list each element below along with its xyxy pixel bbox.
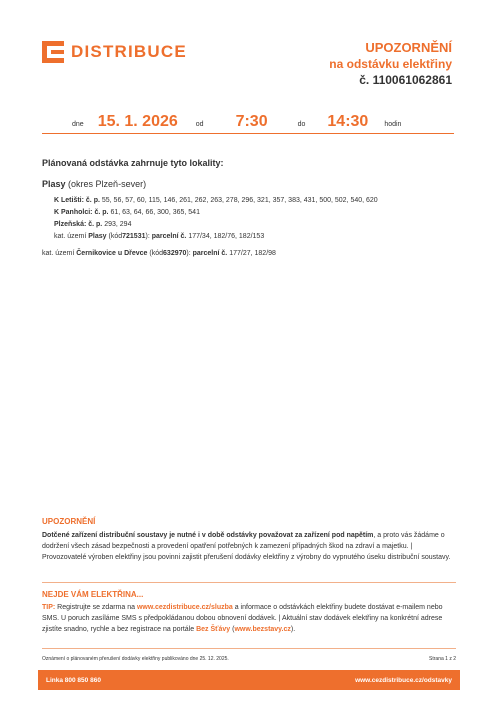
hour-label: hodin [384,121,402,128]
localities-title: Plánovaná odstávka zahrnuje tyto lokality: [42,158,224,168]
street-prefix: č. p. [85,197,100,204]
street-numbers: 55, 56, 57, 60, 115, 146, 261, 262, 263, 278, 296, 321, 357, 383, 431, 500, 502, 540, 620 [101,197,378,204]
warning-body-text: , a proto vás žádáme o dodržení všech zásad bezpečnosti a provedení opatření potřebných k zamezení případných škod na zdraví a majetku. | Provozovatelé výroben elektřiny jsou povinni zajistit přerušení dodávky elektřiny z výrobny do vypnutého úseku distribuční soustavy. [42,532,451,561]
parcel-numbers: 177/27, 182/98 [229,250,276,257]
street-name: K Letišti: [54,197,84,204]
publication-note: Oznámení o plánovaném přerušení dodávky elektřiny publikováno dne 25. 12. 2025. [42,656,229,662]
street-row [54,219,454,231]
cadastral-code: 632970 [163,250,187,257]
tip-text-part: Registrujte se zdarma na [55,604,137,611]
cadastral-prefix: kat. území [54,233,87,240]
warning-text [42,530,456,563]
street-name: K Panholci: [54,209,93,216]
hotline-number[interactable]: Linka 800 850 860 [46,676,101,684]
bez-stavy-link[interactable]: Bez Šťávy [196,626,231,633]
warning-bold-text: Dotčené zařízení distribuční soustavy je nutné i v době odstávky považovat za zařízení pod napětím [42,532,374,539]
warning-title: UPOZORNĚNÍ [42,517,96,526]
cadastral-code: 721531 [122,233,146,240]
bezstavy-website-link[interactable]: www.bezstavy.cz [234,626,291,633]
town-name: Plasy [42,179,66,189]
to-time: 14:30 [327,113,369,130]
tip-title: NEJDE VÁM ELEKTŘINA... [42,590,144,599]
tip-text-part: ). [290,626,296,633]
parcel-label: parcelní č. [151,233,187,240]
cadastral-area: Plasy [88,233,107,240]
cadastral-code-end: ): [145,233,150,240]
street-numbers: 61, 63, 64, 66, 300, 365, 541 [110,209,200,216]
footer-website-link[interactable]: www.cezdistribuce.cz/odstavky [355,676,452,684]
brand-name: DISTRIBUCE [71,42,187,61]
page-number: Strana 1 z 2 [429,656,456,662]
cadastral-code-label: (kód [108,233,123,240]
street-numbers: 293, 294 [104,221,132,228]
from-time: 7:30 [235,113,268,130]
day-label: dne [72,121,84,128]
street-prefix: č. p. [88,221,103,228]
street-row [54,195,454,207]
from-label: od [195,121,204,128]
cez-logo-icon [42,41,64,63]
town-district: (okres Plzeň-sever) [68,179,147,189]
notice-number: č. 110061062861 [359,73,452,87]
cadastral-row [54,233,264,240]
brand-logo [42,41,187,63]
parcel-numbers: 177/34, 182/76, 182/153 [188,233,265,240]
footer-bar [38,670,460,690]
outage-date: 15. 1. 2026 [97,113,178,130]
parcel-label: parcelní č. [192,250,228,257]
service-link[interactable]: www.cezdistribuce.cz/sluzba [136,604,233,611]
to-label: do [297,121,306,128]
cadastral-prefix: kat. území [42,250,75,257]
cadastral-row [42,250,276,257]
street-name: Plzeňská: [54,221,87,228]
notice-header [329,40,452,88]
street-prefix: č. p. [94,209,109,216]
cadastral-code-label: (kód [149,250,164,257]
notice-subtitle: na odstávku elektřiny [329,57,452,71]
cadastral-code-end: ): [186,250,191,257]
tip-label: TIP: [42,604,56,611]
tip-text-part: a informace o odstávkách elektřiny budete dostávat e-mailem nebo SMS. U poruch zasíláme SMS s předpokládanou dobou obnovení dodávek. | Aktuální stav dodávek elektřiny na konkrétní adrese zjistíte snadno, rychle a bez registrace na portále [42,604,443,633]
locality-town [42,179,146,189]
notice-title: UPOZORNĚNÍ [365,40,452,55]
section-divider [42,648,456,649]
outage-time-bar [42,112,454,134]
tip-text-part: ( [230,626,235,633]
cadastral-area: Černikovice u Dřevce [76,250,148,257]
street-list [54,195,454,231]
street-row [54,207,454,219]
tip-text [42,602,456,635]
section-divider [42,582,456,583]
